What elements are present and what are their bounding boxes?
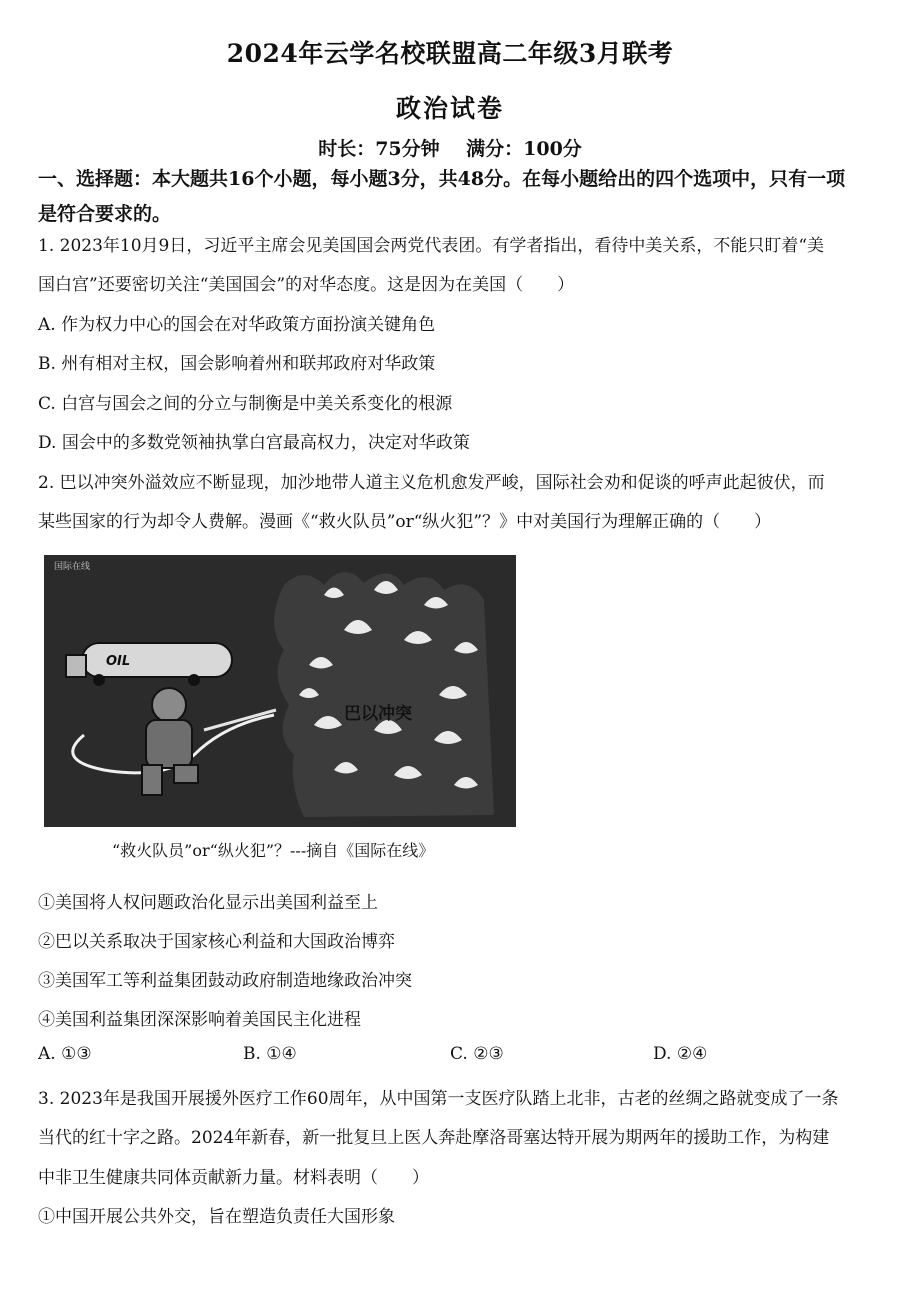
- q2-option-d: D. ②④: [653, 1044, 708, 1064]
- q3-stem-line3: 中非卫生健康共同体贡献新力量。材料表明（ ）: [38, 1168, 429, 1188]
- q2-option-a: A. ①③: [38, 1044, 92, 1064]
- q2-statement-3: ③美国军工等利益集团鼓动政府制造地缘政治冲突: [38, 971, 412, 991]
- exam-title: 2024年云学名校联盟高二年级3月联考: [226, 39, 674, 68]
- q2-statement-2: ②巴以关系取决于国家核心利益和大国政治博弈: [38, 932, 395, 952]
- flames: [274, 572, 494, 817]
- cartoon-caption: “救火队员”or“纵火犯”？---摘自《国际在线》: [112, 841, 435, 860]
- fire-label: 巴以冲突: [344, 704, 412, 724]
- q2-stem-line2: 某些国家的行为却令人费解。漫画《“救火队员”or“纵火犯”？》中对美国行为理解正确的（ ）: [38, 512, 772, 532]
- q2-statement-4: ④美国利益集团深深影响着美国民主化进程: [38, 1010, 361, 1030]
- q1-option-b: B. 州有相对主权，国会影响着州和联邦政府对华政策: [38, 354, 436, 374]
- q3-stem-line2: 当代的红十字之路。2024年新春，新一批复旦上医人奔赴摩洛哥塞达特开展为期两年的援助工作，为构建: [38, 1128, 830, 1148]
- q1-stem-line2: 国白宫”还要密切关注“美国国会”的对华态度。这是因为在美国（ ）: [38, 275, 575, 295]
- cartoon-corner-text: 国际在线: [54, 562, 91, 572]
- q3-stem-line1: 3. 2023年是我国开展援外医疗工作60周年，从中国第一支医疗队踏上北非，古老的丝绸之路就变成了一条: [38, 1089, 839, 1109]
- q2-statement-1: ①美国将人权问题政治化显示出美国利益至上: [38, 893, 378, 913]
- q1-option-d: D. 国会中的多数党领袖执掌白宫最高权力，决定对华政策: [38, 433, 470, 453]
- cartoon-image: [44, 555, 516, 827]
- q2-stem-line1: 2. 巴以冲突外溢效应不断显现，加沙地带人道主义危机愈发严峻，国际社会劝和促谈的呼声此起彼伏，而: [38, 473, 825, 493]
- q1-option-a: A. 作为权力中心的国会在对华政策方面扮演关键角色: [38, 315, 436, 335]
- q3-statement-1: ①中国开展公共外交，旨在塑造负责任大国形象: [38, 1207, 395, 1227]
- q1-option-c: C. 白宫与国会之间的分立与制衡是中美关系变化的根源: [38, 394, 453, 414]
- q2-option-c: C. ②③: [450, 1044, 504, 1064]
- truck-label: OIL: [106, 654, 131, 669]
- section-heading: 一、选择题：本大题共16个小题，每小题3分，共48分。在每小题给出的四个选项中，只有一项是符合要求的。: [38, 168, 846, 225]
- q2-option-b: B. ①④: [243, 1044, 297, 1064]
- q1-stem-line1: 1. 2023年10月9日，习近平主席会见美国国会两党代表团。有学者指出，看待中美关系，不能只盯着“美: [38, 236, 825, 256]
- exam-score: 满分：100分: [466, 138, 582, 160]
- exam-subject: 政治试卷: [395, 94, 504, 123]
- exam-meta: [0, 134, 900, 161]
- exam-duration: 时长：75分钟: [318, 138, 440, 160]
